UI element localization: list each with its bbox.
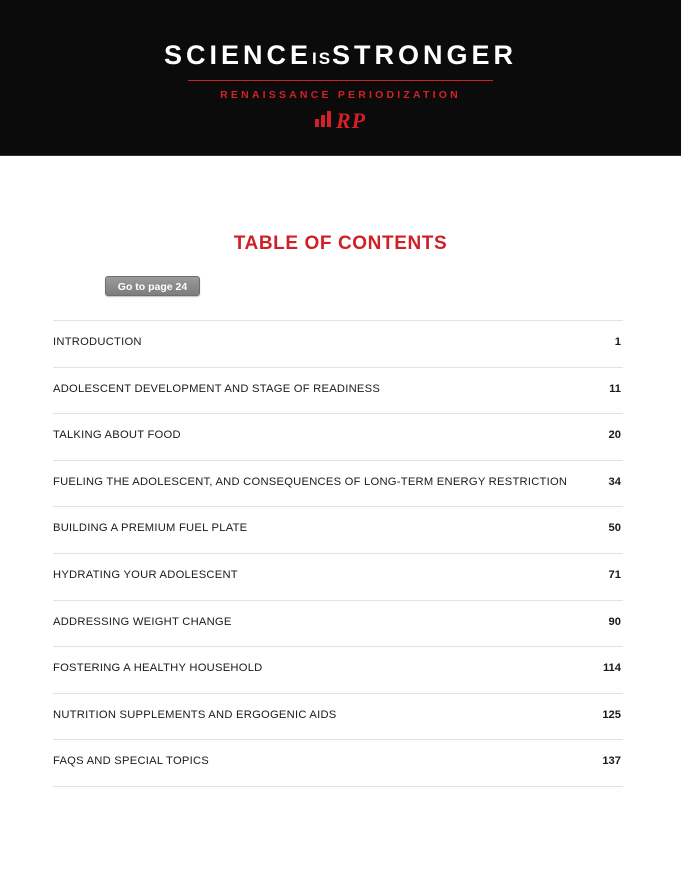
rp-bars-icon	[315, 111, 332, 131]
toc-entry-page: 125	[602, 708, 621, 721]
list-item[interactable]	[53, 554, 623, 601]
brand-title-part2: STRONGER	[332, 40, 518, 70]
toc-entry-title: INTRODUCTION	[53, 336, 142, 348]
list-item[interactable]	[53, 507, 623, 554]
toc-entry-page: 50	[608, 522, 621, 535]
rp-logo	[315, 110, 366, 132]
toc-entry-title: ADOLESCENT DEVELOPMENT AND STAGE OF READINESS	[53, 382, 381, 395]
brand-divider	[188, 80, 493, 81]
toc-entry-page: 90	[608, 615, 621, 628]
list-item[interactable]	[53, 461, 623, 508]
table-of-contents-list	[53, 320, 623, 787]
brand-title-part1: SCIENCE	[163, 40, 312, 70]
toc-entry-page: 34	[608, 475, 621, 488]
brand-title	[0, 42, 681, 69]
list-item[interactable]	[53, 694, 623, 741]
brand-title-is: IS	[311, 49, 333, 68]
toc-entry-page: 1	[614, 336, 621, 348]
list-item[interactable]	[53, 647, 623, 694]
go-to-page-button[interactable]: Go to page 24	[105, 276, 200, 296]
toc-entry-title: ADDRESSING WEIGHT CHANGE	[53, 615, 232, 628]
list-item[interactable]	[53, 740, 623, 787]
list-item[interactable]	[53, 601, 623, 648]
brand-subtitle: RENAISSANCE PERIODIZATION	[220, 89, 461, 101]
toc-entry-title: NUTRITION SUPPLEMENTS AND ERGOGENIC AIDS	[53, 708, 337, 721]
toc-entry-page: 20	[608, 429, 621, 442]
toc-entry-title: FUELING THE ADOLESCENT, AND CONSEQUENCES OF LONG-TERM ENERGY RESTRICTION	[53, 475, 568, 488]
header-banner	[0, 0, 681, 156]
rp-letters: RP	[335, 108, 367, 133]
toc-entry-page: 71	[608, 568, 621, 581]
list-item[interactable]	[53, 414, 623, 461]
list-item[interactable]	[53, 320, 623, 368]
toc-entry-page: 114	[602, 662, 621, 675]
toc-entry-title: FOSTERING A HEALTHY HOUSEHOLD	[53, 662, 263, 675]
banner-content	[0, 0, 681, 132]
list-item[interactable]	[53, 368, 623, 415]
toc-entry-title: TALKING ABOUT FOOD	[53, 429, 181, 442]
toc-entry-page: 11	[609, 382, 621, 395]
toc-entry-page: 137	[602, 755, 621, 768]
toc-entry-title: BUILDING A PREMIUM FUEL PLATE	[53, 522, 248, 535]
page-title: TABLE OF CONTENTS	[233, 233, 448, 254]
toc-entry-title: HYDRATING YOUR ADOLESCENT	[53, 568, 238, 581]
toc-entry-title: FAQS AND SPECIAL TOPICS	[53, 755, 210, 768]
